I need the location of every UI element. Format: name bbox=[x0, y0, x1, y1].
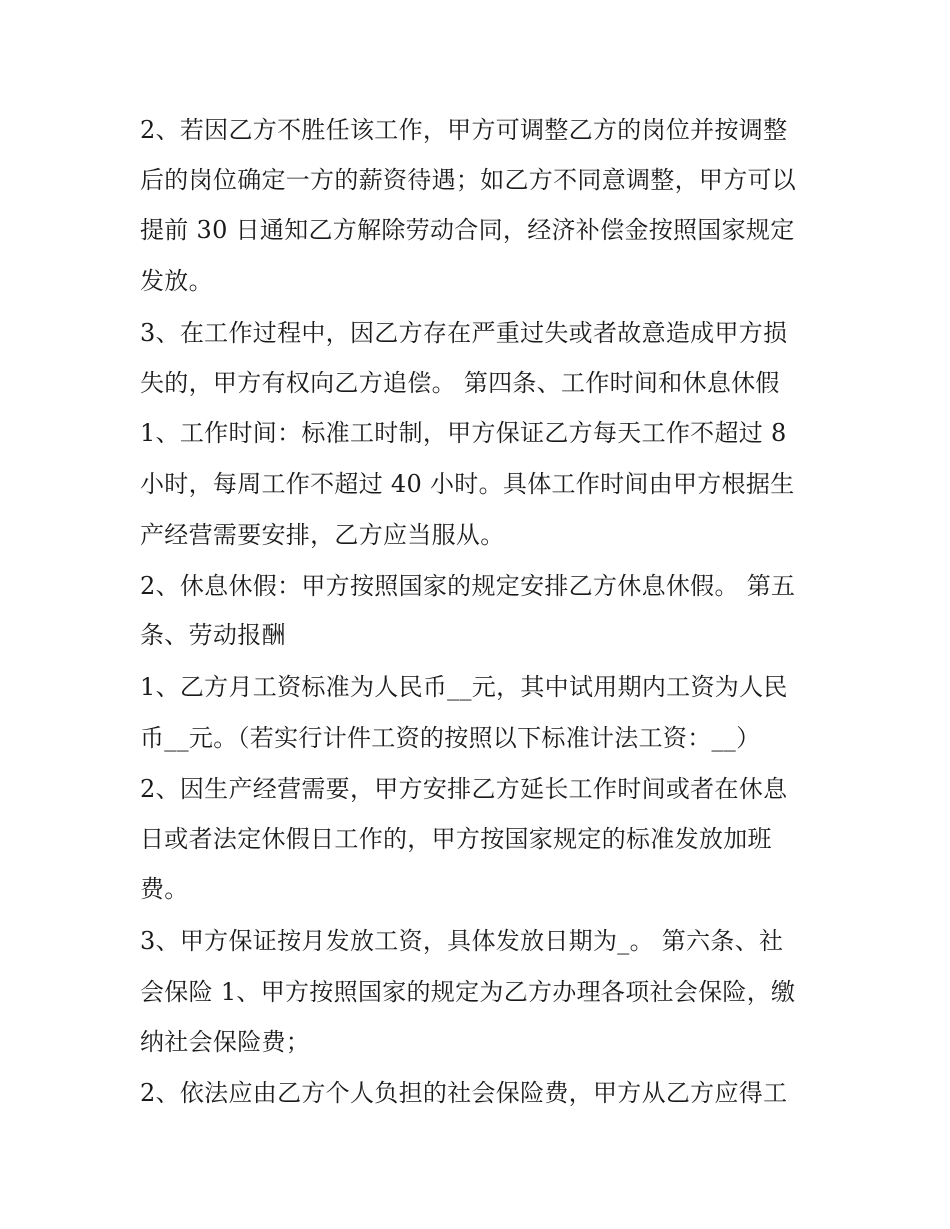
text-line: 2、休息休假：甲方按照国家的规定安排乙方休息休假。 第五 bbox=[140, 572, 796, 600]
text-line: 纳社会保险费； bbox=[140, 1028, 311, 1056]
text-line: 币__元。（若实行计件工资的按照以下标准计法工资：__） bbox=[140, 724, 761, 752]
text-line: 失的，甲方有权向乙方追偿。 第四条、工作时间和休息休假 bbox=[140, 369, 780, 397]
text-line: 3、在工作过程中，因乙方存在严重过失或者故意造成甲方损 bbox=[140, 319, 788, 347]
text-line: 2、因生产经营需要，甲方安排乙方延长工作时间或者在休息 bbox=[140, 775, 788, 803]
text-line: 提前 30 日通知乙方解除劳动合同，经济补偿金按照国家规定 bbox=[140, 216, 795, 244]
text-line: 条、劳动报酬 bbox=[140, 621, 286, 649]
text-line: 2、若因乙方不胜任该工作，甲方可调整乙方的岗位并按调整 bbox=[140, 116, 788, 144]
text-line: 小时，每周工作不超过 40 小时。具体工作时间由甲方根据生 bbox=[140, 470, 795, 498]
text-line: 后的岗位确定一方的薪资待遇；如乙方不同意调整，甲方可以 bbox=[140, 166, 797, 194]
text-line: 2、依法应由乙方个人负担的社会保险费，甲方从乙方应得工 bbox=[140, 1079, 788, 1107]
text-line: 产经营需要安排，乙方应当服从。 bbox=[140, 521, 505, 549]
text-line: 3、甲方保证按月发放工资，具体发放日期为_。 第六条、社 bbox=[140, 927, 784, 955]
text-line: 日或者法定休假日工作的，甲方按国家规定的标准发放加班 bbox=[140, 825, 772, 853]
text-line: 1、工作时间：标准工时制，甲方保证乙方每天工作不超过 8 bbox=[140, 419, 787, 447]
text-line: 会保险 1、甲方按照国家的规定为乙方办理各项社会保险，缴 bbox=[140, 978, 796, 1006]
text-line: 1、乙方月工资标准为人民币__元，其中试用期内工资为人民 bbox=[140, 673, 788, 701]
text-line: 发放。 bbox=[140, 267, 213, 295]
text-line: 费。 bbox=[140, 875, 189, 903]
